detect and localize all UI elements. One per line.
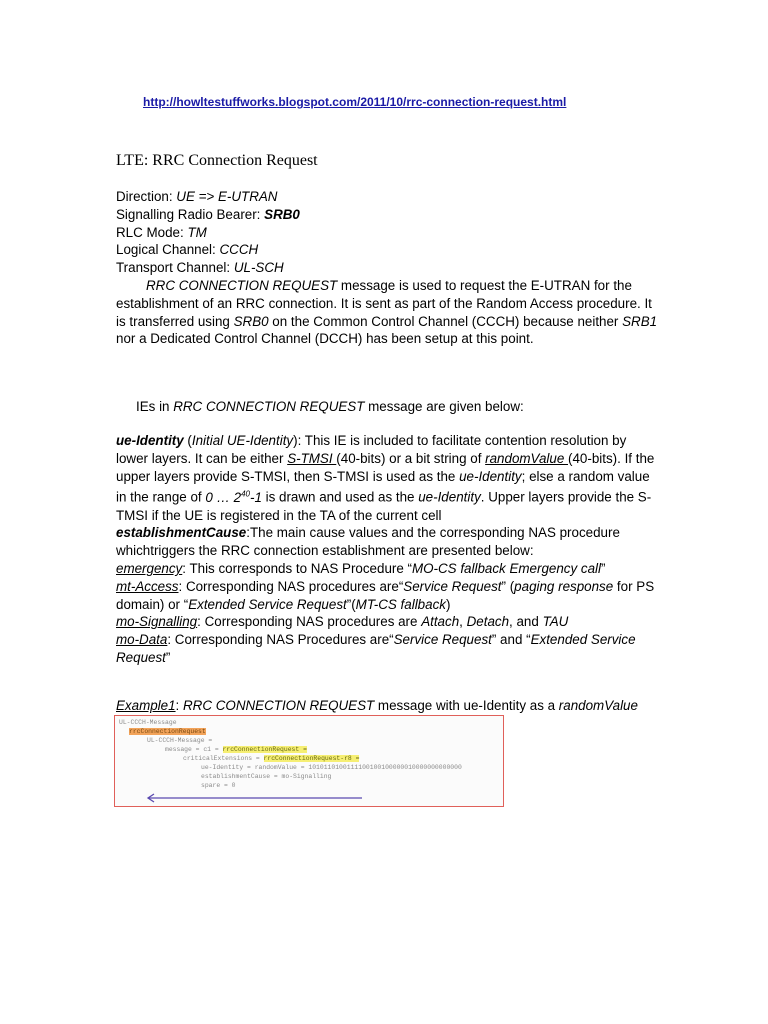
direction-line: Direction: UE => E-UTRAN — [116, 189, 278, 204]
mo-data-item: mo-Data: Corresponding NAS Procedures are“Service Request” and “Extended Service Request” — [116, 632, 636, 666]
srb-line: Signalling Radio Bearer: SRB0 — [116, 206, 300, 222]
logical-channel-line: Logical Channel: CCCH — [116, 242, 259, 258]
ue-identity-paragraph: ue-Identity (Initial UE-Identity): This IE is included to facilitate contention resolution by lower layers. It can be either S-TMSI (40-bits) or a bit string of randomValue (40-bits). If the upper layers provide S-TMSI, then S-TMSI is used as the ue-Identity; else a random value in the range of 0 … $2^{40}-1$ is drawn and used as the ue-Identity. Upper layers provide the S-TMSI if the UE is registered in the TA of the current cell — [116, 433, 655, 523]
source-url-link[interactable]: http://howltestuffworks.blogspot.com/2011/10/rrc-connection-request.html — [143, 95, 567, 109]
page-title: LTE: RRC Connection Request — [116, 152, 318, 169]
mo-signalling-item: mo-Signalling: Corresponding NAS procedures are Attach, Detach, and TAU — [116, 614, 569, 630]
code-line-3: UL-CCCH-Message = — [147, 737, 213, 744]
code-line-6: ue-Identity = randomValue = 1010110100111100100100000010000000000000 — [201, 764, 462, 771]
code-line-5: criticalExtensions = rrcConnectionRequest-r8 = — [183, 755, 360, 762]
transport-channel-line: Transport Channel: UL-SCH — [116, 260, 284, 276]
mt-access-item: mt-Access: Corresponding NAS procedures are“Service Request” (paging response for PS domain) or “Extended Service Request”(MT-CS fallback) — [116, 578, 655, 612]
emergency-item: emergency: This corresponds to NAS Procedure “MO-CS fallback Emergency call” — [116, 561, 606, 577]
code-line-7: establishmentCause = mo-Signalling — [201, 773, 332, 780]
example-heading: Example1: RRC CONNECTION REQUEST message with ue-Identity as a randomValue — [116, 698, 638, 713]
establishment-cause-paragraph: establishmentCause:The main cause values and the corresponding NAS procedure whichtriggers the RRC connection establishment are presented below: — [116, 525, 620, 559]
channel-info — [116, 188, 661, 348]
code-line-8: spare = 0 — [201, 782, 236, 789]
ies-heading: IEs in RRC CONNECTION REQUEST message are given below: — [136, 399, 524, 414]
code-line-4: message = c1 = rrcConnectionRequest = — [165, 746, 307, 753]
intro-paragraph: RRC CONNECTION REQUEST message is used to request the E-UTRAN for the establishment of an RRC connection. It is sent as part of the Random Access procedure. It is transferred using SRB0 on the Common Control Channel (CCCH) because neither SRB1 nor a Dedicated Control Channel (DCCH) has been setup at this point. — [116, 277, 658, 347]
left-arrow-icon — [146, 793, 362, 803]
ie-descriptions — [116, 432, 656, 667]
code-line-2: rrcConnectionRequest — [129, 728, 206, 735]
rlc-line: RLC Mode: TM — [116, 224, 207, 240]
code-line-1: UL-CCCH-Message — [119, 719, 177, 726]
